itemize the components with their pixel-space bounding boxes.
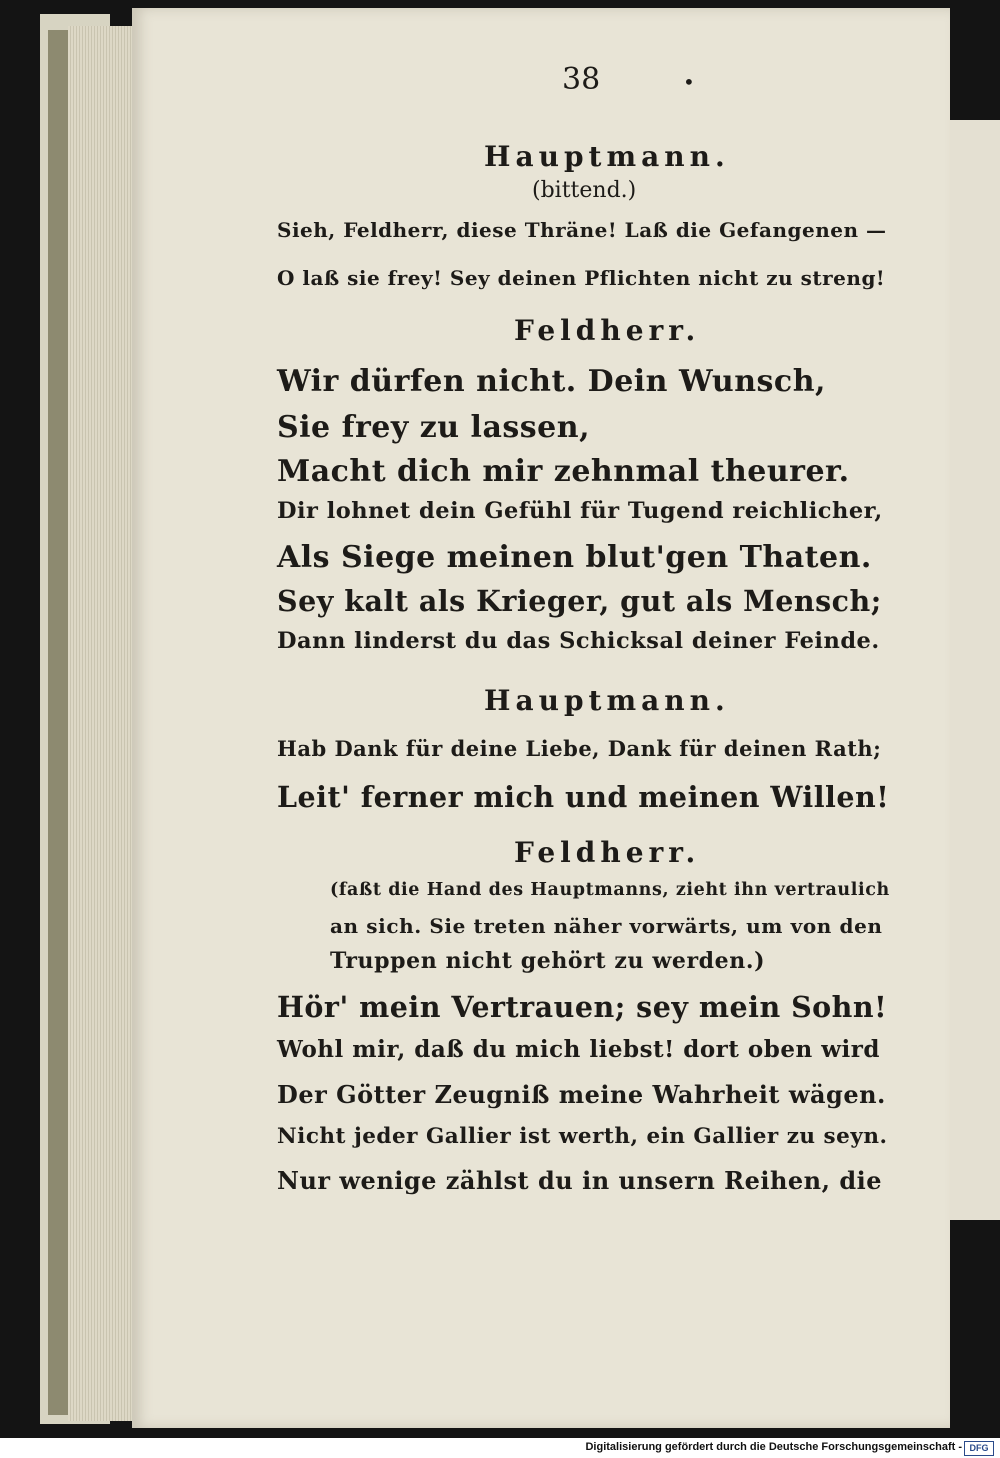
- speaker-name: Hauptmann.: [484, 684, 730, 717]
- verse-line: O laß sie frey! Sey deinen Pflichten nicht zu streng!: [277, 266, 886, 290]
- dfg-logo: DFG: [964, 1441, 994, 1456]
- stage-direction-line: (faßt die Hand des Hauptmanns, zieht ihn vertraulich: [330, 880, 890, 900]
- verse-line: Leit' ferner mich und meinen Willen!: [277, 780, 890, 814]
- verse-line: Der Götter Zeugniß meine Wahrheit wägen.: [277, 1080, 886, 1109]
- verse-line: Sie frey zu lassen,: [277, 410, 591, 445]
- verse-line: Nicht jeder Gallier ist werth, ein Gallier zu seyn.: [277, 1124, 888, 1149]
- stage-direction-line: an sich. Sie treten näher vorwärts, um von den: [330, 914, 883, 938]
- verse-line: Dir lohnet dein Gefühl für Tugend reichlicher,: [277, 498, 883, 524]
- verse-line: Als Siege meinen blut'gen Thaten.: [277, 540, 872, 575]
- verse-line: Macht dich mir zehnmal theurer.: [277, 454, 850, 489]
- verse-line: Hör' mein Vertrauen; sey mein Sohn!: [277, 990, 888, 1024]
- verse-line: Dann linderst du das Schicksal deiner Feinde.: [277, 628, 880, 654]
- digitization-footer: [0, 1438, 1000, 1458]
- verse-line: Wir dürfen nicht. Dein Wunsch,: [277, 364, 826, 399]
- speaker-name: Feldherr.: [514, 314, 701, 347]
- verse-line: Wohl mir, daß du mich liebst! dort oben wird: [277, 1036, 880, 1063]
- speaker-name: Feldherr.: [514, 836, 701, 869]
- funding-notice: Digitalisierung gefördert durch die Deutsche Forschungsgemeinschaft -: [585, 1441, 962, 1453]
- verse-line: Sey kalt als Krieger, gut als Mensch;: [277, 584, 882, 618]
- verse-line: Sieh, Feldherr, diese Thräne! Laß die Gefangenen —: [277, 218, 887, 242]
- verse-line: Nur wenige zählst du in unsern Reihen, die: [277, 1166, 883, 1195]
- speaker-name: Hauptmann.: [484, 140, 730, 173]
- stage-direction: (bittend.): [532, 178, 637, 203]
- verse-line: Hab Dank für deine Liebe, Dank für deinen Rath;: [277, 736, 882, 761]
- page-number: 38: [562, 62, 601, 97]
- page-mark: •: [683, 70, 695, 94]
- stage-direction-line: Truppen nicht gehört zu werden.): [330, 948, 766, 974]
